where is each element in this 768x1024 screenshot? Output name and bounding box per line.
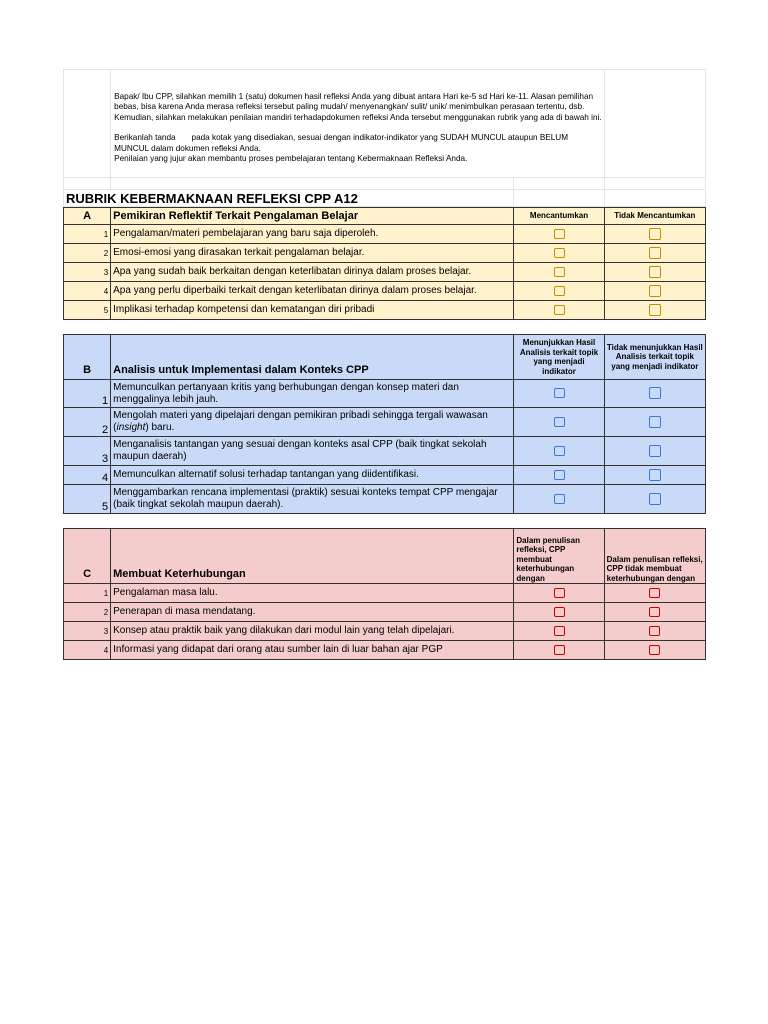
- section-b-col1-header: Menunjukkan Hasil Analisis terkait topik yang menjadi indikator: [514, 335, 604, 380]
- table-row: [64, 437, 706, 466]
- row-number: 4: [64, 641, 111, 660]
- intro-table: [63, 69, 706, 207]
- section-c-col2-header: Dalam penulisan refleksi, CPP tidak membuat keterhubungan dengan: [604, 529, 705, 584]
- checkbox[interactable]: [649, 445, 661, 457]
- section-c-col1-header: Dalam penulisan refleksi, CPP membuat keterhubungan dengan: [514, 529, 604, 584]
- rubric-title: RUBRIK KEBERMAKNAAN REFLEKSI CPP A12: [64, 190, 514, 207]
- indicator-text: Menganalisis tantangan yang sesuai dengan konteks asal CPP (baik tingkat sekolah maupun daerah): [111, 437, 514, 466]
- row-number: 1: [64, 584, 111, 603]
- intro-paragraph-1: Bapak/ Ibu CPP, silahkan memilih 1 (satu) dokumen hasil refleksi Anda yang dibuat antara Hari ke-5 sd Hari ke-11. Alasan pemilihan bebas, bisa karena Anda merasa refleksi tersebut paling mudah/ menyenangkan/ sulit/ unik/ menimbulkan perasaan tertentu, dsb. Kemudian, silahkan melakukan penilaian mandiri terhadapdokumen refleksi Anda tersebut menggunakan rubrik yang ada di bawah ini.: [114, 92, 602, 122]
- checkbox[interactable]: [649, 304, 661, 316]
- indicator-text: Implikasi terhadap kompetensi dan kematangan diri pribadi: [111, 301, 514, 320]
- row-number: 3: [64, 263, 111, 282]
- table-row: [64, 466, 706, 485]
- row-number: 2: [64, 244, 111, 263]
- indicator-text: Memunculkan alternatif solusi terhadap tantangan yang diidentifikasi.: [111, 466, 514, 485]
- row-number: 4: [64, 282, 111, 301]
- checkbox[interactable]: [649, 285, 661, 297]
- section-c-title: Membuat Keterhubungan: [111, 529, 514, 584]
- row-number: 3: [64, 622, 111, 641]
- indicator-text-italic: insight: [116, 422, 146, 433]
- row-number: 5: [64, 301, 111, 320]
- intro-paragraph-3: Penilaian yang jujur akan membantu proses pembelajaran tentang Kebermaknaan Refleksi Anda.: [114, 154, 468, 164]
- indicator-text: Pengalaman/materi pembelajaran yang baru saja diperoleh.: [111, 225, 514, 244]
- intro-empty-cell: [604, 70, 705, 178]
- section-a-table: [63, 207, 706, 320]
- indicator-text-part: ) baru.: [145, 422, 175, 433]
- checkbox[interactable]: [649, 416, 661, 428]
- checkbox[interactable]: [554, 494, 565, 504]
- checkbox[interactable]: [554, 248, 565, 258]
- checkbox[interactable]: [649, 588, 660, 598]
- indicator-text: Informasi yang didapat dari orang atau sumber lain di luar bahan ajar PGP: [111, 641, 514, 660]
- intro-empty-cell: [64, 70, 111, 178]
- checkbox[interactable]: [649, 493, 661, 505]
- checkbox[interactable]: [554, 417, 565, 427]
- checkbox[interactable]: [554, 229, 565, 239]
- intro-paragraph-2: Berikanlah tanda pada kotak yang disediakan, sesuai dengan indikator-indikator yang SUDAH MUNCUL ataupun BELUM MUNCUL dalam dokumen refleksi Anda.: [114, 133, 571, 153]
- row-number: 4: [64, 466, 111, 485]
- checkbox[interactable]: [554, 645, 565, 655]
- indicator-text: Konsep atau praktik baik yang dilakukan dari modul lain yang telah dipelajari.: [111, 622, 514, 641]
- indicator-text: [111, 408, 514, 437]
- checkbox[interactable]: [649, 228, 661, 240]
- table-row: [64, 301, 706, 320]
- table-row: [64, 244, 706, 263]
- checkbox[interactable]: [554, 588, 565, 598]
- checkbox[interactable]: [649, 266, 661, 278]
- table-row: [64, 380, 706, 408]
- checkbox[interactable]: [649, 645, 660, 655]
- section-b-title: Analisis untuk Implementasi dalam Konteks CPP: [111, 335, 514, 380]
- row-number: 1: [64, 380, 111, 408]
- section-c-table: [63, 528, 706, 660]
- checkbox[interactable]: [554, 388, 565, 398]
- table-row: [64, 485, 706, 514]
- rubric-sheet: [63, 69, 706, 660]
- section-c-letter: C: [64, 529, 111, 584]
- intro-instructions: [111, 70, 605, 178]
- checkbox[interactable]: [649, 469, 661, 481]
- table-row: [64, 603, 706, 622]
- row-number: 1: [64, 225, 111, 244]
- indicator-text: Apa yang perlu diperbaiki terkait dengan keterlibatan dirinya dalam proses belajar.: [111, 282, 514, 301]
- checkbox[interactable]: [554, 470, 565, 480]
- checkbox[interactable]: [554, 305, 565, 315]
- section-b-table: [63, 334, 706, 514]
- section-b-letter: B: [64, 335, 111, 380]
- row-number: 3: [64, 437, 111, 466]
- table-row: [64, 282, 706, 301]
- row-number: 2: [64, 408, 111, 437]
- table-row: [64, 225, 706, 244]
- section-b-col2-header: Tidak menunjukkan Hasil Analisis terkait topik yang menjadi indikator: [604, 335, 705, 380]
- indicator-text: Emosi-emosi yang dirasakan terkait pengalaman belajar.: [111, 244, 514, 263]
- indicator-text: Menggambarkan rencana implementasi (praktik) sesuai konteks tempat CPP mengajar (baik tingkat sekolah maupun daerah).: [111, 485, 514, 514]
- table-row: [64, 622, 706, 641]
- checkbox[interactable]: [554, 286, 565, 296]
- table-row: [64, 263, 706, 282]
- checkbox[interactable]: [554, 446, 565, 456]
- section-a-col1-header: Mencantumkan: [514, 208, 604, 225]
- table-row: [64, 641, 706, 660]
- section-a-title: Pemikiran Reflektif Terkait Pengalaman Belajar: [111, 208, 514, 225]
- indicator-text-part: Mengolah materi yang dipelajari dengan pemikiran pribadi sehingga tergali wawasan (: [113, 410, 488, 433]
- indicator-text: Apa yang sudah baik berkaitan dengan keterlibatan dirinya dalam proses belajar.: [111, 263, 514, 282]
- checkbox[interactable]: [649, 607, 660, 617]
- row-number: 5: [64, 485, 111, 514]
- checkbox[interactable]: [649, 387, 661, 399]
- indicator-text: Memunculkan pertanyaan kritis yang berhubungan dengan konsep materi dan menggalinya lebih jauh.: [111, 380, 514, 408]
- section-a-letter: A: [64, 208, 111, 225]
- checkbox[interactable]: [554, 267, 565, 277]
- indicator-text: Pengalaman masa lalu.: [111, 584, 514, 603]
- row-number: 2: [64, 603, 111, 622]
- checkbox[interactable]: [649, 626, 660, 636]
- indicator-text: Penerapan di masa mendatang.: [111, 603, 514, 622]
- checkbox[interactable]: [649, 247, 661, 259]
- checkbox[interactable]: [554, 626, 565, 636]
- checkbox[interactable]: [554, 607, 565, 617]
- section-a-col2-header: Tidak Mencantumkan: [604, 208, 705, 225]
- table-row: [64, 408, 706, 437]
- table-row: [64, 584, 706, 603]
